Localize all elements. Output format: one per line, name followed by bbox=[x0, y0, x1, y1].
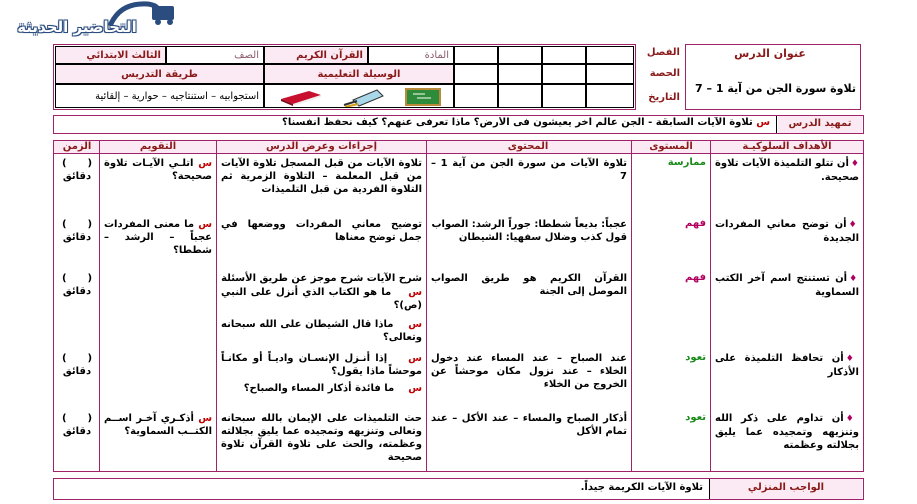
empty-cell bbox=[498, 64, 542, 84]
subject-label: المادة bbox=[368, 46, 454, 64]
subject-value: القرآن الكريم bbox=[264, 46, 368, 64]
logo-small-text: مؤسسة bbox=[119, 11, 150, 20]
empty-cell bbox=[498, 46, 542, 64]
book-icon bbox=[279, 87, 323, 107]
content-5: أذكار الصباح والمساء – عند الأكل – عند تمام الأكل bbox=[431, 413, 627, 437]
procedures-2: توضيح معاني المفردات ووضعها في جمل توضح معناها bbox=[221, 219, 422, 243]
logo-main-text: التحاضير الحديثة bbox=[17, 18, 137, 36]
time-1: ( ) دقائق bbox=[61, 158, 93, 182]
empty-cell bbox=[542, 64, 586, 84]
level-3: فهم bbox=[685, 272, 706, 283]
level-2: فهم bbox=[685, 218, 706, 229]
homework-text: تلاوة الآيات الكريمة جيداً. bbox=[580, 482, 703, 493]
content-4: عند الصباح – عند المساء عند دخول الخلاء – عند نزول مكان موحشاً عن الخروج من الخلاء bbox=[431, 353, 627, 390]
lesson-title-label: عنوان الدرس bbox=[734, 47, 806, 60]
question-mark: س bbox=[756, 117, 770, 128]
empty-cell bbox=[586, 84, 634, 108]
intro-divider bbox=[776, 116, 777, 133]
empty-cell bbox=[498, 84, 542, 108]
col-divider bbox=[631, 141, 632, 471]
content-1: تلاوة الآيات من سورة الجن من آية 1 – 7 bbox=[431, 158, 627, 182]
empty-cell bbox=[542, 46, 586, 64]
logo bbox=[0, 0, 185, 42]
content-3: القرآن الكريم هو طريق الصواب الموصل إلى الجنة bbox=[431, 273, 627, 297]
homework-divider bbox=[709, 479, 710, 499]
time-2: ( ) دقائق bbox=[61, 219, 93, 243]
procedures-4-q3: س إذا أنـزل الإنسـان واديـاً أو مكانـاً موحشاً ماذا يقول؟ bbox=[221, 353, 422, 377]
objective-1: ♦أن تتلو التلميذة الآيات تلاوة صحيحة. bbox=[715, 158, 859, 183]
header-level: المستوى bbox=[649, 141, 693, 152]
col-divider bbox=[216, 141, 217, 471]
level-1: ممارسة bbox=[667, 157, 706, 168]
time-3: ( ) دقائق bbox=[61, 273, 93, 297]
col-divider bbox=[710, 141, 711, 471]
procedures-4-q4: س ما فائدة أذكار المساء والصباح؟ bbox=[243, 383, 422, 394]
header-procedures: إجراءات وعرض الدرس bbox=[265, 141, 378, 152]
empty-cell bbox=[586, 46, 634, 64]
procedures-5: حث التلميذات على الإيمان بالله سبحانه وتعالى وتنزيهه وتمجيده عما يليق بجلالته وعظمته، والحث على تلاوة القرآن تلاوة صحيحة bbox=[221, 413, 422, 463]
evaluation-2: س ما معنى المفردات عجباً – الرشد – شططا؟ bbox=[104, 219, 213, 256]
objective-3: ♦أن تستنتج اسم آخر الكتب السماوية bbox=[715, 273, 859, 298]
intro-text: تلاوة الآيات السابقة - الجن عالم آخر يعيشون فى الأرض؟ ماذا تعرفى عنهم؟ كيف نحفظ أنفسنا؟ bbox=[282, 117, 753, 128]
header-time: الزمن bbox=[62, 141, 92, 152]
level-4: تعود bbox=[685, 352, 706, 363]
empty-cell bbox=[542, 84, 586, 108]
method-label: طريقة التدريس bbox=[55, 64, 264, 84]
date-label: التاريخ bbox=[648, 92, 680, 103]
objective-2: ♦أن توضح معاني المفردات الجديدة bbox=[715, 219, 859, 244]
grade-value: الثالث الابتدائي bbox=[55, 46, 166, 64]
evaluation-1: س اتلـي الآيـات تلاوة صحيحة؟ bbox=[104, 158, 212, 182]
empty-cell bbox=[454, 46, 498, 64]
procedures-1: تلاوة الآيات من قبل المسجل تلاوة الآيات من قبل المعلمة – التلاوة الزمرية ثم التلاوة الفردية من قبل التلميذات bbox=[221, 158, 422, 195]
teaching-aids bbox=[264, 84, 454, 108]
evaluation-5: س أذكـري آخـر اســم الكتــب السماوية؟ bbox=[104, 413, 212, 437]
empty-cell bbox=[586, 64, 634, 84]
empty-cell bbox=[454, 64, 498, 84]
aid-label: الوسيلة التعليمية bbox=[264, 64, 454, 84]
grade-label: الصف bbox=[166, 46, 264, 64]
empty-cell bbox=[454, 84, 498, 108]
procedures-3: شرح الآيات شرح موجز عن طريق الأسئلة bbox=[221, 273, 422, 284]
procedures-3-q2: س ماذا قال الشيطان على الله سبحانه وتعالى؟ bbox=[221, 319, 422, 343]
intro-label: تمهيد الدرس bbox=[778, 116, 862, 133]
procedures-3-q1: س ما هو الكتاب الذي أنزل على النبي (ص)؟ bbox=[221, 287, 422, 311]
method-value: استجوابيه – استنتاجيه – حوارية – إلقائية bbox=[55, 84, 264, 108]
objective-4: ♦أن تحافظ التلميذة على الأذكار bbox=[715, 353, 859, 378]
header-content: المحتوى bbox=[507, 141, 549, 152]
intro-question bbox=[58, 117, 770, 132]
time-5: ( ) دقائق bbox=[61, 413, 93, 437]
level-5: تعود bbox=[685, 412, 706, 423]
objective-5: ♦أن تداوم على ذكر الله وتنزيهه وتمجيده عما يليق بجلالته وعظمته bbox=[715, 413, 860, 451]
eraser-icon bbox=[343, 88, 385, 108]
semester-label: الفصل bbox=[646, 47, 680, 58]
lesson-title: تلاوة سورة الجن من آية 1 – 7 bbox=[695, 82, 856, 95]
col-divider bbox=[426, 141, 427, 471]
col-divider bbox=[99, 141, 100, 471]
period-label: الحصة bbox=[649, 68, 680, 79]
time-4: ( ) دقائق bbox=[61, 353, 93, 377]
content-2: عجباً: بديعاً شططا: جوراً الرشد: الصواب قول كذب وضلال سفهيا: الشيطان bbox=[431, 219, 627, 243]
homework-label: الواجب المنزلي bbox=[710, 479, 862, 499]
header-evaluation: التقويم bbox=[139, 141, 177, 152]
chalkboard-icon bbox=[405, 88, 441, 106]
header-objectives: الأهداف السلوكيـة bbox=[742, 141, 832, 152]
